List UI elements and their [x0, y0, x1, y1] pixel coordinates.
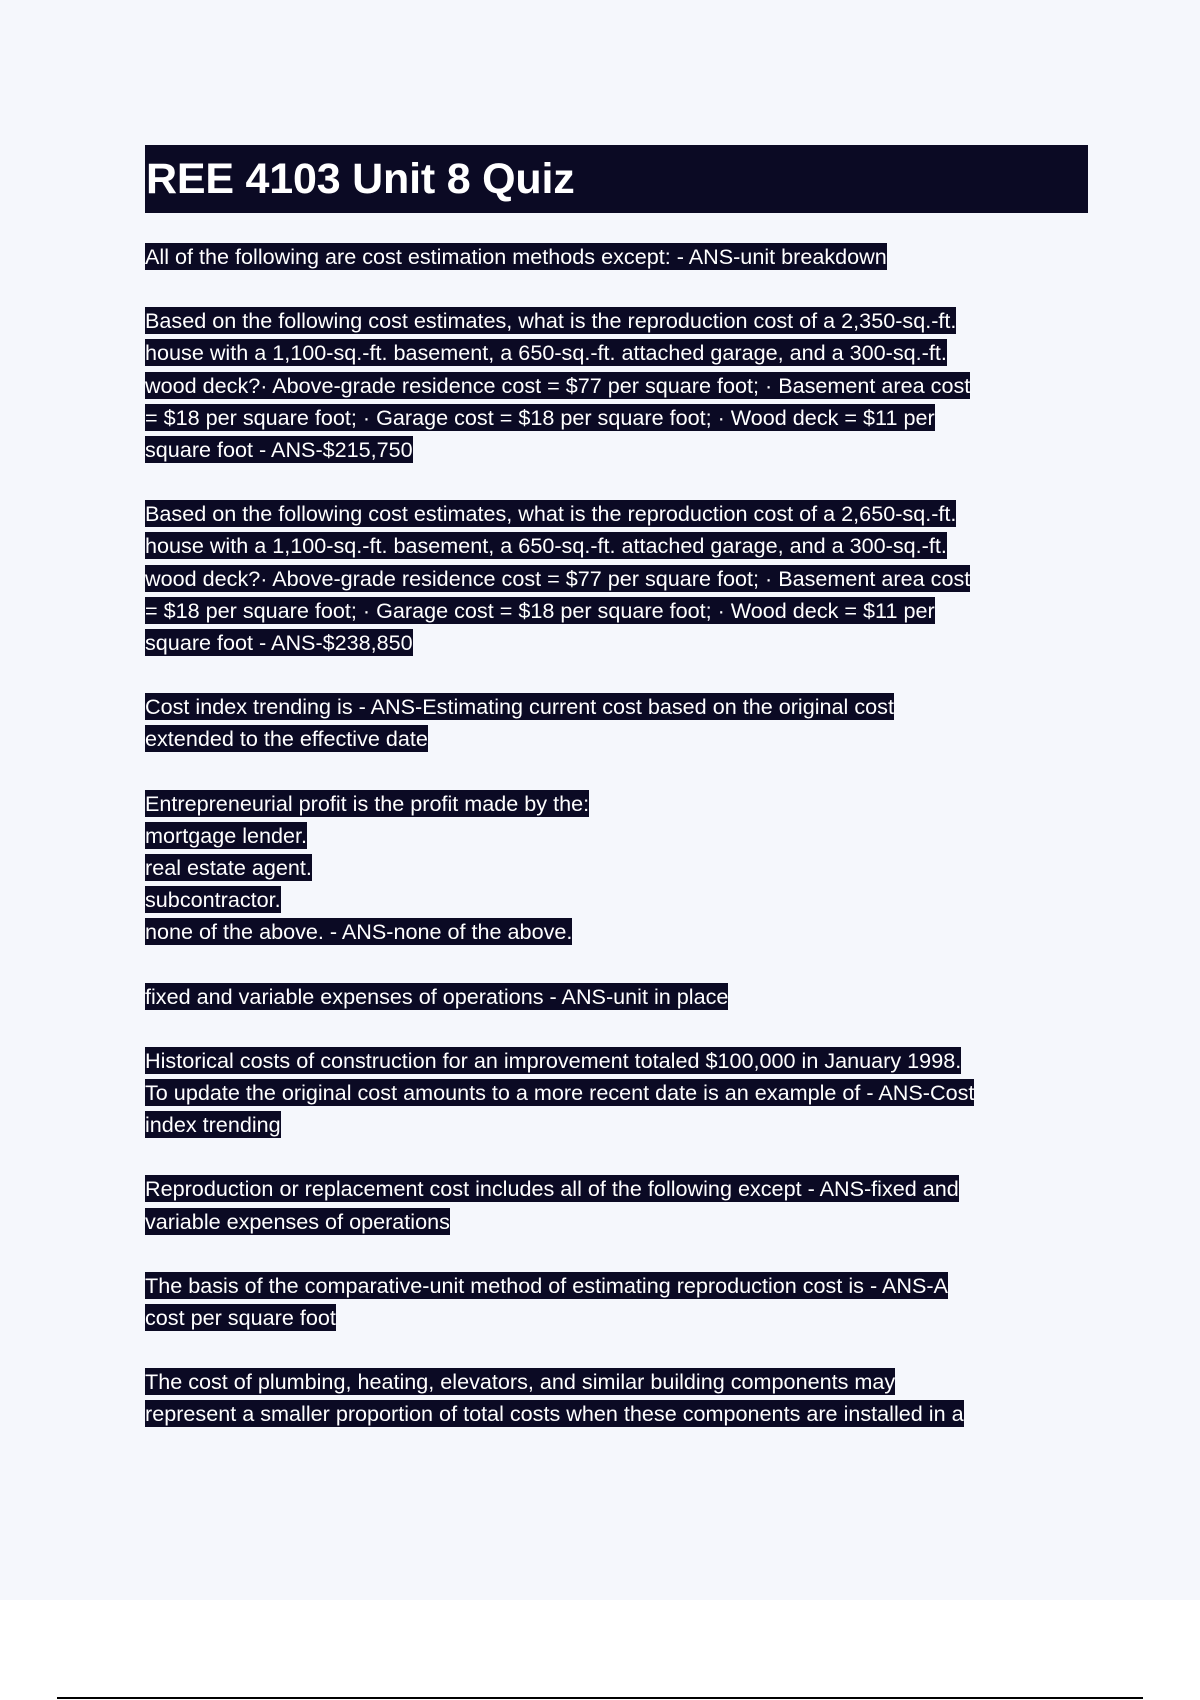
title-bar	[145, 145, 1088, 213]
qa-entry-4	[145, 691, 1085, 755]
qa-text: Based on the following cost estimates, what is the reproduction cost of a 2,350-sq.-ft. house with a 1,100-sq.-ft. basement, a 650-sq.-ft. attached garage, and a 300-sq.-ft. wood deck?· Above-grade residence cost = $77 per square foot; · Basement area cost = $18 per square foot; · Garage cost = $18 per square foot; · Wood deck = $11 per square foot - ANS-$215,750	[145, 308, 971, 463]
footer-rule	[57, 1697, 1143, 1699]
qa-text: Reproduction or replacement cost includes all of the following except - ANS-fixed and variable expenses of operations	[145, 1176, 959, 1234]
qa-text: Historical costs of construction for an improvement totaled $100,000 in January 1998. To update the original cost amounts to a more recent date is an example of - ANS-Cost index trending	[145, 1047, 975, 1138]
qa-text: Entrepreneurial profit is the profit made by the: mortgage lender. real estate agent. subcontractor. none of the above. - ANS-none of the above.	[145, 790, 590, 945]
qa-entry-2	[145, 305, 1085, 466]
qa-entry-7	[145, 1045, 1085, 1142]
qa-entry-1	[145, 241, 1085, 273]
document-title: REE 4103 Unit 8 Quiz	[146, 154, 575, 203]
qa-text: Cost index trending is - ANS-Estimating current cost based on the original cost extended to the effective date	[145, 694, 894, 752]
qa-text: fixed and variable expenses of operations - ANS-unit in place	[145, 983, 729, 1009]
qa-entry-10	[145, 1366, 1085, 1430]
qa-text: The basis of the comparative-unit method of estimating reproduction cost is - ANS-A cost per square foot	[145, 1272, 948, 1331]
qa-entry-6	[145, 981, 1085, 1013]
qa-entry-9	[145, 1270, 1085, 1334]
document-content	[145, 145, 1090, 1431]
qa-text: All of the following are cost estimation methods except: - ANS-unit breakdown	[145, 244, 887, 269]
qa-entry-8	[145, 1173, 1085, 1237]
qa-entry-5	[145, 788, 1085, 949]
qa-text: Based on the following cost estimates, what is the reproduction cost of a 2,650-sq.-ft. house with a 1,100-sq.-ft. basement, a 650-sq.-ft. attached garage, and a 300-sq.-ft. wood deck?· Above-grade residence cost = $77 per square foot; · Basement area cost = $18 per square foot; · Garage cost = $18 per square foot; · Wood deck = $11 per square foot - ANS-$238,850	[145, 501, 971, 656]
qa-entry-3	[145, 498, 1085, 659]
qa-text: The cost of plumbing, heating, elevators, and similar building components may represent a smaller proportion of total costs when these components are installed in a	[145, 1369, 964, 1427]
